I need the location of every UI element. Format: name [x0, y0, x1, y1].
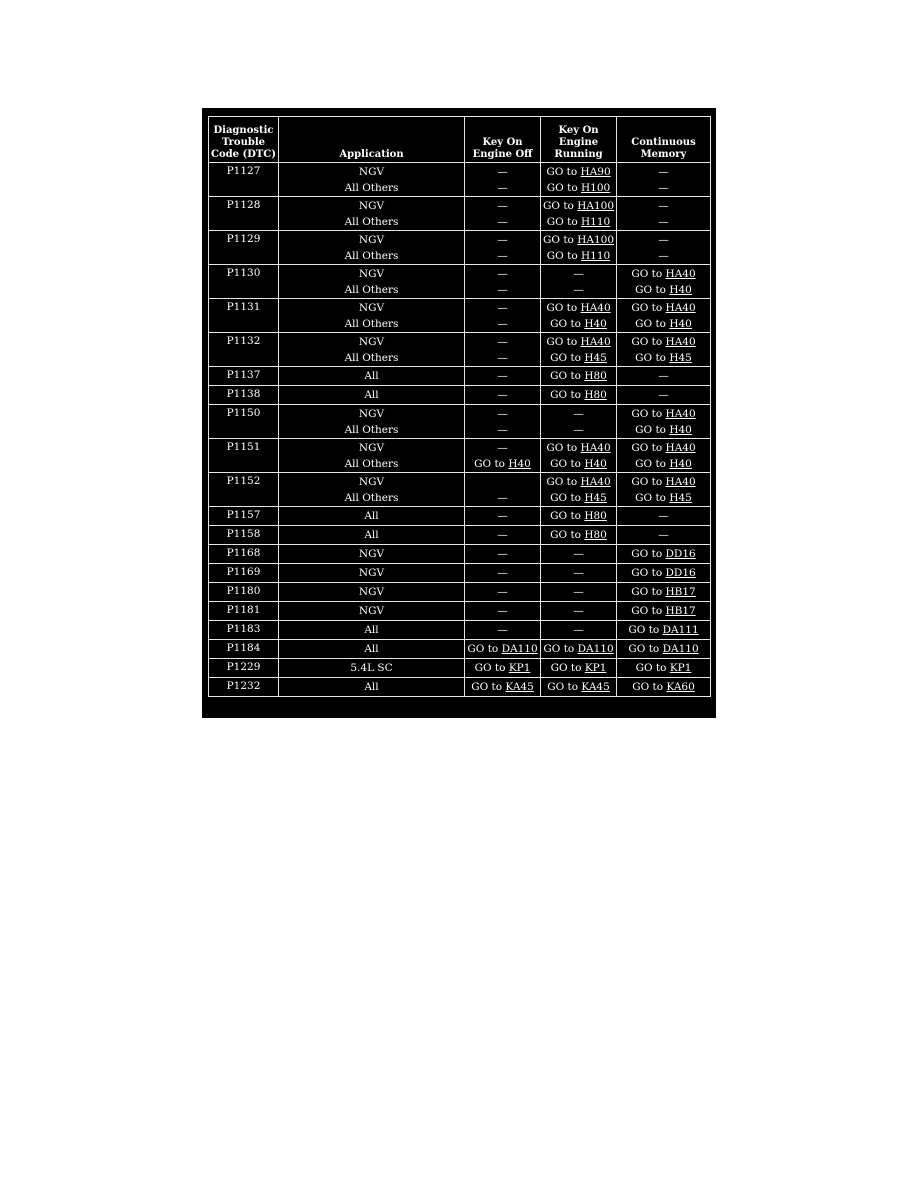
continuous-memory-value: —: [658, 234, 669, 246]
continuous-memory-value[interactable]: GO to H40: [635, 458, 692, 470]
key-on-engine-running-value[interactable]: GO to H80: [550, 510, 607, 522]
continuous-memory-cell: [617, 564, 711, 583]
continuous-memory-cell: [617, 333, 711, 367]
key-on-engine-running-cell: [541, 583, 617, 602]
key-on-engine-running-value: —: [573, 624, 584, 636]
dtc-code: P1151: [226, 441, 261, 453]
table-row: [209, 333, 711, 367]
dtc-code-cell: [209, 659, 279, 678]
dtc-code-cell: [209, 473, 279, 507]
application-cell: [279, 386, 465, 405]
continuous-memory-value[interactable]: GO to HA40: [631, 336, 696, 348]
key-on-engine-running-cell: [541, 545, 617, 564]
continuous-memory-cell: [617, 367, 711, 386]
table-row: [209, 265, 711, 299]
key-on-engine-off-cell: [465, 640, 541, 659]
continuous-memory-cell: [617, 659, 711, 678]
continuous-memory-cell: [617, 507, 711, 526]
key-on-engine-running-value: —: [573, 586, 584, 598]
dtc-code: P1152: [226, 475, 261, 487]
table-header-row: [209, 117, 711, 163]
dtc-code-cell: [209, 265, 279, 299]
application-value: All Others: [344, 216, 399, 228]
continuous-memory-value[interactable]: GO to KP1: [635, 662, 692, 674]
application-value: NGV: [358, 268, 385, 280]
continuous-memory-cell: [617, 473, 711, 507]
key-on-engine-off-value: —: [497, 567, 508, 579]
application-value: NGV: [358, 166, 385, 178]
key-on-engine-off-cell: [465, 163, 541, 197]
key-on-engine-running-cell: [541, 333, 617, 367]
continuous-memory-value[interactable]: GO to H45: [635, 352, 692, 364]
table-row: [209, 640, 711, 659]
key-on-engine-running-value: —: [573, 284, 584, 296]
continuous-memory-value[interactable]: GO to H40: [635, 424, 692, 436]
key-on-engine-off-value: —: [497, 586, 508, 598]
key-on-engine-off-cell: [465, 602, 541, 621]
key-on-engine-off-value: —: [497, 492, 508, 504]
key-on-engine-off-value: —: [497, 605, 508, 617]
key-on-engine-off-value: —: [497, 166, 508, 178]
dtc-code: P1137: [226, 369, 261, 381]
table-row: [209, 163, 711, 197]
key-on-engine-off-value: —: [497, 284, 508, 296]
key-on-engine-running-value: —: [573, 548, 584, 560]
dtc-table-body: [209, 163, 711, 697]
continuous-memory-cell: [617, 583, 711, 602]
continuous-memory-cell: [617, 602, 711, 621]
key-on-engine-off-cell: [465, 197, 541, 231]
dtc-code: P1157: [226, 509, 261, 521]
application-value: All: [364, 510, 379, 522]
application-cell: [279, 197, 465, 231]
table-row: [209, 564, 711, 583]
key-on-engine-running-value[interactable]: GO to H100: [546, 182, 611, 194]
table-row: [209, 678, 711, 697]
table-row: [209, 545, 711, 564]
key-on-engine-running-cell: [541, 659, 617, 678]
application-value: NGV: [358, 336, 385, 348]
key-on-engine-off-cell: [465, 678, 541, 697]
dtc-code: P1229: [226, 661, 261, 673]
dtc-code: P1184: [226, 642, 261, 654]
dtc-code-cell: [209, 545, 279, 564]
continuous-memory-value[interactable]: GO to HB17: [631, 605, 696, 617]
key-on-engine-off-value: —: [497, 408, 508, 420]
continuous-memory-value[interactable]: GO to HA40: [631, 302, 696, 314]
key-on-engine-running-value: —: [573, 567, 584, 579]
key-on-engine-running-cell: [541, 197, 617, 231]
key-on-engine-running-cell: [541, 678, 617, 697]
key-on-engine-running-value[interactable]: GO to H45: [550, 492, 607, 504]
key-on-engine-off-cell: [465, 473, 541, 507]
dtc-code: P1131: [226, 301, 261, 313]
application-cell: [279, 333, 465, 367]
dtc-table: [208, 116, 711, 697]
continuous-memory-value[interactable]: GO to KA60: [632, 681, 695, 693]
dtc-code-cell: [209, 299, 279, 333]
key-on-engine-running-value[interactable]: GO to HA100: [543, 234, 614, 246]
key-on-engine-running-cell: [541, 163, 617, 197]
continuous-memory-cell: [617, 265, 711, 299]
continuous-memory-cell: [617, 621, 711, 640]
table-row: [209, 659, 711, 678]
header-continuous-memory: Continuous Memory: [617, 117, 711, 163]
key-on-engine-off-value[interactable]: GO to H40: [474, 458, 531, 470]
application-cell: [279, 583, 465, 602]
continuous-memory-cell: [617, 545, 711, 564]
dtc-code-cell: [209, 583, 279, 602]
key-on-engine-running-cell: [541, 640, 617, 659]
application-value: All Others: [344, 458, 399, 470]
table-row: [209, 386, 711, 405]
application-value: All: [364, 624, 379, 636]
table-row: [209, 473, 711, 507]
application-value: NGV: [358, 442, 385, 454]
dtc-code-cell: [209, 439, 279, 473]
header-dtc: Diagnostic Trouble Code (DTC): [209, 117, 279, 163]
application-value: All Others: [344, 182, 399, 194]
dtc-code-cell: [209, 333, 279, 367]
key-on-engine-running-value[interactable]: GO to H40: [550, 458, 607, 470]
key-on-engine-running-value: —: [573, 268, 584, 280]
table-row: [209, 231, 711, 265]
key-on-engine-off-cell: [465, 405, 541, 439]
key-on-engine-running-value[interactable]: GO to KP1: [550, 662, 607, 674]
continuous-memory-value[interactable]: GO to DA110: [628, 643, 699, 655]
dtc-code-cell: [209, 678, 279, 697]
key-on-engine-running-cell: [541, 405, 617, 439]
dtc-code: P1169: [226, 566, 261, 578]
key-on-engine-running-cell: [541, 299, 617, 333]
dtc-code: P1180: [226, 585, 261, 597]
application-cell: [279, 564, 465, 583]
key-on-engine-running-value[interactable]: GO to H45: [550, 352, 607, 364]
key-on-engine-off-value: —: [497, 389, 508, 401]
key-on-engine-running-value[interactable]: GO to HA90: [546, 166, 611, 178]
continuous-memory-cell: [617, 197, 711, 231]
key-on-engine-running-value[interactable]: GO to H80: [550, 529, 607, 541]
application-value: All: [364, 681, 379, 693]
dtc-code-cell: [209, 526, 279, 545]
dtc-code: P1129: [226, 233, 261, 245]
continuous-memory-value[interactable]: GO to DA111: [628, 624, 699, 636]
continuous-memory-value[interactable]: GO to H45: [635, 492, 692, 504]
key-on-engine-off-cell: [465, 231, 541, 265]
table-row: [209, 439, 711, 473]
key-on-engine-running-value[interactable]: GO to H80: [550, 370, 607, 382]
application-value: All Others: [344, 352, 399, 364]
continuous-memory-cell: [617, 439, 711, 473]
key-on-engine-off-value[interactable]: GO to KP1: [474, 662, 531, 674]
continuous-memory-value: —: [658, 166, 669, 178]
key-on-engine-running-value[interactable]: GO to KA45: [547, 681, 610, 693]
table-row: [209, 583, 711, 602]
table-row: [209, 299, 711, 333]
application-value: NGV: [358, 476, 385, 488]
application-value: All Others: [344, 284, 399, 296]
application-cell: [279, 163, 465, 197]
key-on-engine-off-value: —: [497, 442, 508, 454]
dtc-code: P1128: [226, 199, 261, 211]
key-on-engine-off-cell: [465, 265, 541, 299]
key-on-engine-off-value: —: [497, 216, 508, 228]
key-on-engine-off-value: —: [497, 370, 508, 382]
application-cell: [279, 405, 465, 439]
key-on-engine-off-value: —: [497, 548, 508, 560]
application-cell: [279, 473, 465, 507]
key-on-engine-running-value[interactable]: GO to H110: [546, 250, 611, 262]
key-on-engine-off-cell: [465, 564, 541, 583]
continuous-memory-cell: [617, 386, 711, 405]
key-on-engine-off-cell: [465, 367, 541, 386]
key-on-engine-off-value: —: [497, 182, 508, 194]
continuous-memory-value[interactable]: GO to HB17: [631, 586, 696, 598]
application-cell: [279, 299, 465, 333]
key-on-engine-off-value: —: [497, 336, 508, 348]
application-value: All: [364, 389, 379, 401]
application-value: All Others: [344, 424, 399, 436]
continuous-memory-value: —: [658, 389, 669, 401]
application-value: 5.4L SC: [350, 662, 393, 674]
dtc-code-cell: [209, 621, 279, 640]
key-on-engine-off-cell: [465, 439, 541, 473]
key-on-engine-running-value: —: [573, 408, 584, 420]
dtc-code-cell: [209, 405, 279, 439]
key-on-engine-running-cell: [541, 231, 617, 265]
dtc-code: P1138: [226, 388, 261, 400]
key-on-engine-running-value[interactable]: GO to HA100: [543, 200, 614, 212]
continuous-memory-value[interactable]: GO to HA40: [631, 408, 696, 420]
application-cell: [279, 507, 465, 526]
table-row: [209, 621, 711, 640]
header-application: Application: [279, 117, 465, 163]
key-on-engine-off-cell: [465, 386, 541, 405]
application-value: All Others: [344, 492, 399, 504]
dtc-code: P1132: [226, 335, 261, 347]
dtc-code-cell: [209, 231, 279, 265]
key-on-engine-running-value[interactable]: GO to HA40: [546, 476, 611, 488]
header-key-on-engine-off: Key On Engine Off: [465, 117, 541, 163]
continuous-memory-value: —: [658, 182, 669, 194]
key-on-engine-running-value: —: [573, 424, 584, 436]
dtc-code: P1168: [226, 547, 261, 559]
continuous-memory-cell: [617, 163, 711, 197]
key-on-engine-off-cell: [465, 333, 541, 367]
application-cell: [279, 526, 465, 545]
key-on-engine-running-value[interactable]: GO to H80: [550, 389, 607, 401]
continuous-memory-cell: [617, 526, 711, 545]
key-on-engine-off-value: —: [497, 510, 508, 522]
key-on-engine-off-cell: [465, 659, 541, 678]
dtc-code-cell: [209, 640, 279, 659]
key-on-engine-running-cell: [541, 621, 617, 640]
application-cell: [279, 678, 465, 697]
application-value: NGV: [358, 200, 385, 212]
application-value: NGV: [358, 586, 385, 598]
application-cell: [279, 265, 465, 299]
application-cell: [279, 231, 465, 265]
dtc-code-cell: [209, 197, 279, 231]
continuous-memory-value: —: [658, 200, 669, 212]
key-on-engine-running-cell: [541, 386, 617, 405]
application-value: All: [364, 370, 379, 382]
table-row: [209, 602, 711, 621]
key-on-engine-off-value: —: [497, 529, 508, 541]
key-on-engine-off-value: —: [497, 234, 508, 246]
application-value: All: [364, 529, 379, 541]
dtc-code: P1183: [226, 623, 261, 635]
continuous-memory-cell: [617, 678, 711, 697]
key-on-engine-off-value[interactable]: GO to DA110: [467, 643, 538, 655]
header-key-on-engine-running: Key On Engine Running: [541, 117, 617, 163]
dtc-code-cell: [209, 602, 279, 621]
continuous-memory-cell: [617, 231, 711, 265]
application-cell: [279, 621, 465, 640]
continuous-memory-value[interactable]: GO to DD16: [631, 567, 696, 579]
application-value: NGV: [358, 408, 385, 420]
key-on-engine-running-value[interactable]: GO to HA40: [546, 336, 611, 348]
dtc-code: P1127: [226, 165, 261, 177]
table-row: [209, 507, 711, 526]
table-row: [209, 197, 711, 231]
application-value: NGV: [358, 302, 385, 314]
continuous-memory-cell: [617, 640, 711, 659]
continuous-memory-value[interactable]: GO to H40: [635, 284, 692, 296]
continuous-memory-cell: [617, 299, 711, 333]
application-value: NGV: [358, 605, 385, 617]
key-on-engine-running-value[interactable]: GO to HA40: [546, 442, 611, 454]
application-value: NGV: [358, 567, 385, 579]
continuous-memory-value: —: [658, 510, 669, 522]
application-value: NGV: [358, 548, 385, 560]
continuous-memory-value[interactable]: GO to DD16: [631, 548, 696, 560]
application-cell: [279, 367, 465, 386]
continuous-memory-value: —: [658, 250, 669, 262]
continuous-memory-value: —: [658, 370, 669, 382]
key-on-engine-off-value: —: [497, 250, 508, 262]
dtc-code-cell: [209, 367, 279, 386]
application-value: NGV: [358, 234, 385, 246]
key-on-engine-running-cell: [541, 507, 617, 526]
key-on-engine-running-cell: [541, 439, 617, 473]
continuous-memory-value[interactable]: GO to HA40: [631, 476, 696, 488]
key-on-engine-running-value[interactable]: GO to HA40: [546, 302, 611, 314]
key-on-engine-off-value: —: [497, 624, 508, 636]
continuous-memory-value[interactable]: GO to HA40: [631, 442, 696, 454]
key-on-engine-off-cell: [465, 545, 541, 564]
dtc-code: P1158: [226, 528, 261, 540]
dtc-code-cell: [209, 564, 279, 583]
continuous-memory-value: —: [658, 529, 669, 541]
key-on-engine-running-value[interactable]: GO to H40: [550, 318, 607, 330]
key-on-engine-running-value[interactable]: GO to DA110: [543, 643, 614, 655]
key-on-engine-running-cell: [541, 367, 617, 386]
application-value: All: [364, 643, 379, 655]
dtc-code-cell: [209, 507, 279, 526]
application-cell: [279, 640, 465, 659]
key-on-engine-off-cell: [465, 583, 541, 602]
key-on-engine-off-value: —: [497, 268, 508, 280]
key-on-engine-running-cell: [541, 526, 617, 545]
key-on-engine-running-cell: [541, 265, 617, 299]
dtc-code: P1130: [226, 267, 261, 279]
key-on-engine-off-cell: [465, 526, 541, 545]
key-on-engine-running-cell: [541, 564, 617, 583]
application-value: All Others: [344, 318, 399, 330]
application-cell: [279, 659, 465, 678]
continuous-memory-value[interactable]: GO to HA40: [631, 268, 696, 280]
dtc-table-frame: [202, 108, 716, 718]
key-on-engine-running-cell: [541, 602, 617, 621]
key-on-engine-off-cell: [465, 507, 541, 526]
dtc-code: P1232: [226, 680, 261, 692]
table-row: [209, 405, 711, 439]
application-value: All Others: [344, 250, 399, 262]
table-row: [209, 526, 711, 545]
continuous-memory-cell: [617, 405, 711, 439]
key-on-engine-off-cell: [465, 621, 541, 640]
continuous-memory-value: —: [658, 216, 669, 228]
key-on-engine-running-cell: [541, 473, 617, 507]
application-cell: [279, 439, 465, 473]
key-on-engine-off-cell: [465, 299, 541, 333]
key-on-engine-off-value: [467, 473, 538, 490]
key-on-engine-off-value: —: [497, 318, 508, 330]
key-on-engine-off-value: —: [497, 200, 508, 212]
key-on-engine-off-value: —: [497, 302, 508, 314]
key-on-engine-off-value[interactable]: GO to KA45: [471, 681, 534, 693]
continuous-memory-value[interactable]: GO to H40: [635, 318, 692, 330]
key-on-engine-running-value: —: [573, 605, 584, 617]
dtc-code: P1181: [226, 604, 261, 616]
key-on-engine-off-value: —: [497, 352, 508, 364]
dtc-code-cell: [209, 386, 279, 405]
application-cell: [279, 545, 465, 564]
application-cell: [279, 602, 465, 621]
key-on-engine-off-value: —: [497, 424, 508, 436]
dtc-code-cell: [209, 163, 279, 197]
table-row: [209, 367, 711, 386]
dtc-code: P1150: [226, 407, 261, 419]
key-on-engine-running-value[interactable]: GO to H110: [546, 216, 611, 228]
